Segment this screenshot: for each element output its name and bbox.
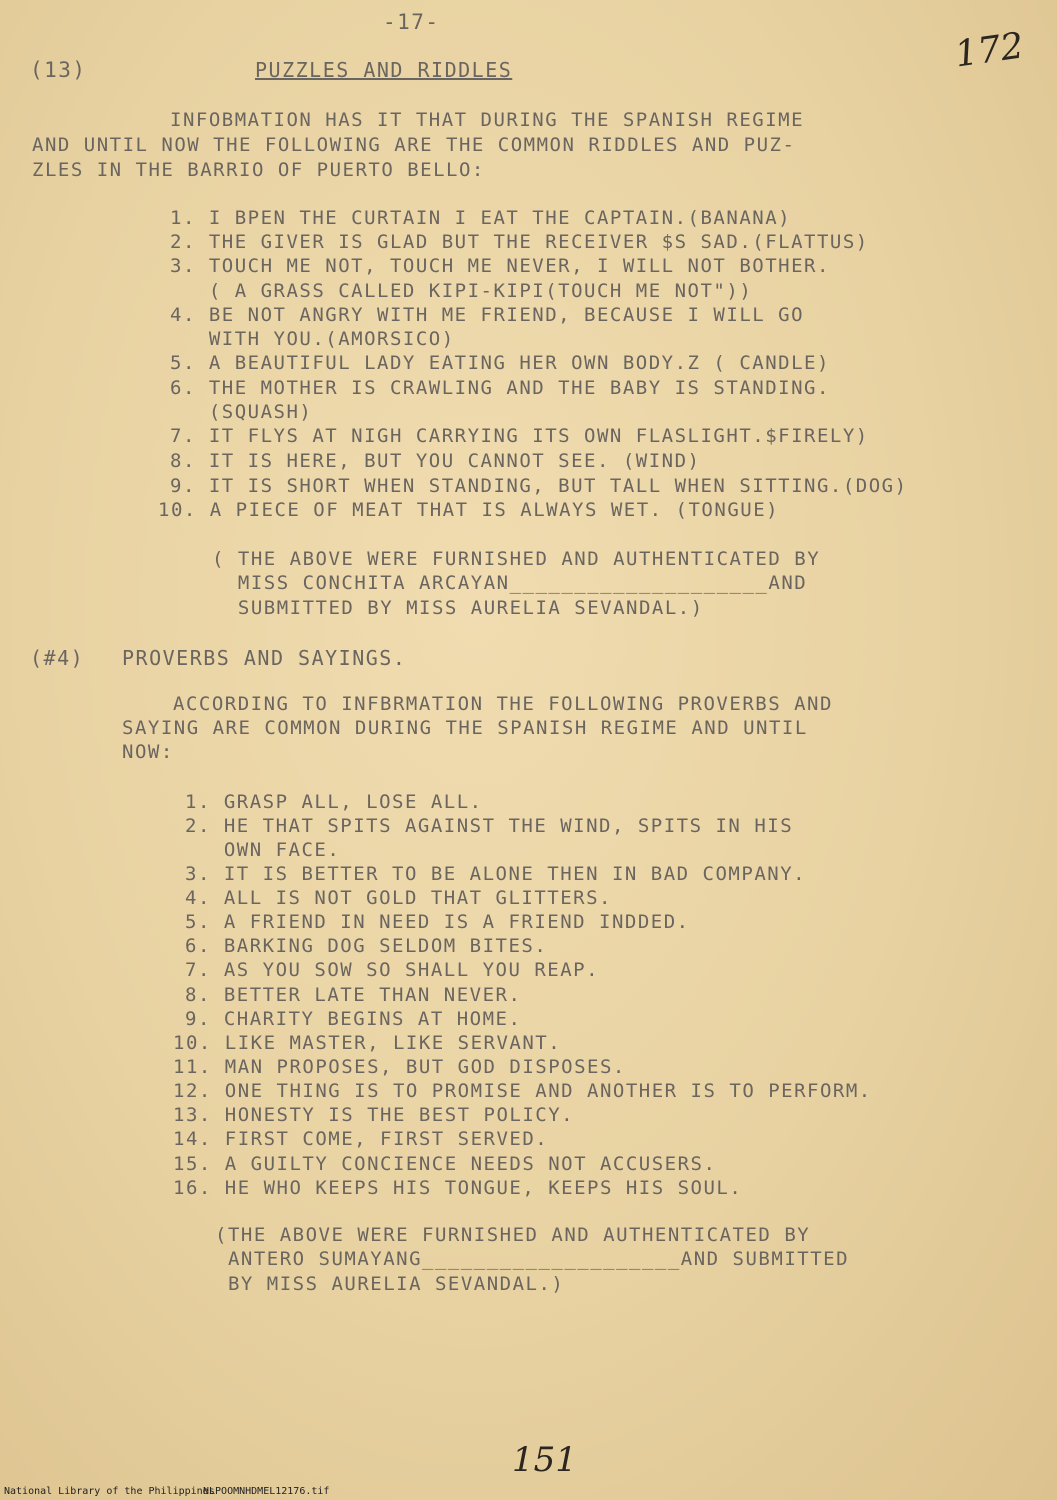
riddle-item: 7. IT FLYS AT NIGH CARRYING ITS OWN FLASLIGHT.$FIRELY) bbox=[170, 425, 869, 447]
proverb-item: 3. IT IS BETTER TO BE ALONE THEN IN BAD COMPANY. bbox=[185, 863, 807, 885]
footer-file-name: NLPOOMNHDMEL12176.tif bbox=[203, 1486, 330, 1497]
proverb-item: 14. FIRST COME, FIRST SERVED. bbox=[173, 1128, 549, 1150]
proverb-item: 2. HE THAT SPITS AGAINST THE WIND, SPITS IN HIS bbox=[185, 815, 794, 837]
proverb-item: 11. MAN PROPOSES, BUT GOD DISPOSES. bbox=[173, 1056, 626, 1078]
section-14-note-line: BY MISS AURELIA SEVANDAL.) bbox=[215, 1273, 565, 1295]
riddle-item: ( A GRASS CALLED KIPI-KIPI(TOUCH ME NOT")) bbox=[170, 280, 753, 302]
riddle-item: 2. THE GIVER IS GLAD BUT THE RECEIVER $S SAD.(FLATTUS) bbox=[170, 231, 869, 253]
riddle-item: 6. THE MOTHER IS CRAWLING AND THE BABY IS STANDING. bbox=[170, 377, 830, 399]
proverb-item: OWN FACE. bbox=[185, 839, 341, 861]
section-14-title: PROVERBS AND SAYINGS. bbox=[122, 646, 407, 670]
section-14-number: (#4) bbox=[30, 646, 85, 670]
proverb-item: 4. ALL IS NOT GOLD THAT GLITTERS. bbox=[185, 887, 612, 909]
footer-library-name: National Library of the Philippines bbox=[4, 1486, 215, 1497]
proverb-item: 10. LIKE MASTER, LIKE SERVANT. bbox=[173, 1032, 562, 1054]
riddle-item: 8. IT IS HERE, BUT YOU CANNOT SEE. (WIND) bbox=[170, 450, 701, 472]
proverb-item: 5. A FRIEND IN NEED IS A FRIEND INDDED. bbox=[185, 911, 690, 933]
section-13-intro-line: AND UNTIL NOW THE FOLLOWING ARE THE COMMON RIDDLES AND PUZ- bbox=[32, 134, 796, 156]
riddle-item: 3. TOUCH ME NOT, TOUCH ME NEVER, I WILL NOT BOTHER. bbox=[170, 255, 830, 277]
proverb-item: 13. HONESTY IS THE BEST POLICY. bbox=[173, 1104, 575, 1126]
riddle-item: 1. I BPEN THE CURTAIN I EAT THE CAPTAIN.(BANANA) bbox=[170, 207, 792, 229]
section-14-intro-line: NOW: bbox=[122, 741, 174, 763]
riddle-item: (SQUASH) bbox=[170, 401, 313, 423]
riddle-item: 4. BE NOT ANGRY WITH ME FRIEND, BECAUSE I WILL GO bbox=[170, 304, 805, 326]
section-14-note-line: (THE ABOVE WERE FURNISHED AND AUTHENTICATED BY bbox=[215, 1224, 811, 1246]
riddle-item: 5. A BEAUTIFUL LADY EATING HER OWN BODY.Z ( CANDLE) bbox=[170, 352, 830, 374]
section-14-note-line: ANTERO SUMAYANG____________________AND SUBMITTED bbox=[215, 1248, 850, 1270]
riddle-item: WITH YOU.(AMORSICO) bbox=[170, 328, 455, 350]
proverb-item: 15. A GUILTY CONCIENCE NEEDS NOT ACCUSERS. bbox=[173, 1153, 717, 1175]
section-13-note-line: ( THE ABOVE WERE FURNISHED AND AUTHENTICATED BY bbox=[212, 548, 821, 570]
riddle-item: 9. IT IS SHORT WHEN STANDING, BUT TALL WHEN SITTING.(DOG) bbox=[170, 475, 908, 497]
section-13-note-line: SUBMITTED BY MISS AURELIA SEVANDAL.) bbox=[212, 597, 704, 619]
section-14-intro-line: SAYING ARE COMMON DURING THE SPANISH REGIME AND UNTIL bbox=[122, 717, 808, 739]
proverb-item: 7. AS YOU SOW SO SHALL YOU REAP. bbox=[185, 959, 600, 981]
section-13-title: PUZZLES AND RIDDLES bbox=[255, 58, 513, 82]
section-13-intro-line: ZLES IN THE BARRIO OF PUERTO BELLO: bbox=[32, 159, 485, 181]
proverb-item: 8. BETTER LATE THAN NEVER. bbox=[185, 984, 522, 1006]
handwritten-page-number: 172 bbox=[952, 25, 1027, 76]
proverb-item: 16. HE WHO KEEPS HIS TONGUE, KEEPS HIS SOUL. bbox=[173, 1177, 743, 1199]
proverb-item: 1. GRASP ALL, LOSE ALL. bbox=[185, 791, 483, 813]
section-13-note-line: MISS CONCHITA ARCAYAN____________________AND bbox=[212, 572, 808, 594]
section-14-intro-line: ACCORDING TO INFBRMATION THE FOLLOWING PROVERBS AND bbox=[173, 693, 833, 715]
proverb-item: 6. BARKING DOG SELDOM BITES. bbox=[185, 935, 548, 957]
page-number: -17- bbox=[383, 10, 440, 34]
proverb-item: 9. CHARITY BEGINS AT HOME. bbox=[185, 1008, 522, 1030]
section-13-intro-line: INFOBMATION HAS IT THAT DURING THE SPANISH REGIME bbox=[170, 109, 805, 131]
section-13-number: (13) bbox=[30, 58, 87, 82]
riddle-item: 10. A PIECE OF MEAT THAT IS ALWAYS WET. (TONGUE) bbox=[158, 499, 780, 521]
handwritten-folio-number: 151 bbox=[512, 1440, 577, 1480]
proverb-item: 12. ONE THING IS TO PROMISE AND ANOTHER IS TO PERFORM. bbox=[173, 1080, 872, 1102]
